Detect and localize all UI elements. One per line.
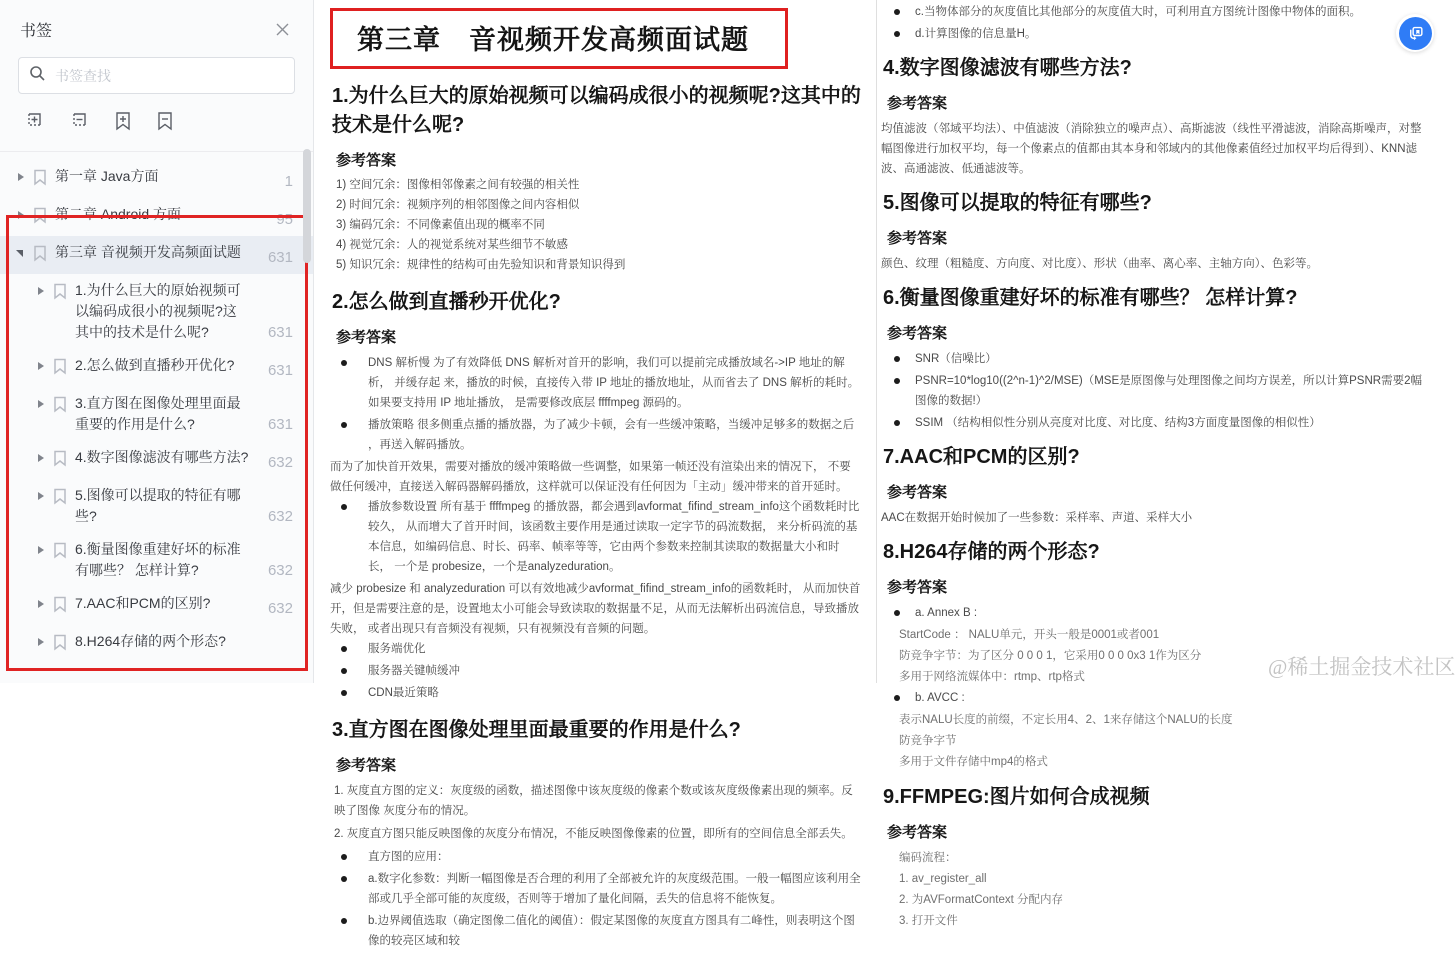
bookmark-search-box[interactable] (18, 57, 295, 94)
search-input[interactable] (55, 68, 284, 84)
bookmark-icon (53, 450, 69, 473)
answer-line: 3. 打开文件 (899, 915, 958, 927)
answer-line: 2) 时间冗余：视频序列的相邻图像之间内容相似 (336, 199, 580, 211)
bookmark-label: 7.AAC和PCM的区别? (75, 595, 211, 611)
answer-bullet: SSIM （结构相似性分别从亮度对比度、对比度、结构3方面度量图像的相似性） (881, 413, 1429, 433)
bookmark-icon (33, 245, 49, 268)
bookmark-icon (53, 488, 69, 511)
question-1-answers (330, 176, 862, 275)
bookmark-icon (53, 283, 69, 306)
answer-bullet: SNR（信噪比） (881, 349, 1429, 369)
question-8-title: 8.H264存储的两个形态? (883, 541, 1100, 563)
answer-bullet: 服务器关键帧缓冲 (330, 661, 862, 681)
bookmark-item-q1[interactable] (0, 274, 313, 349)
bookmark-item-chapter3-selected[interactable] (0, 236, 313, 274)
page-number: 631 (267, 362, 293, 379)
bookmark-tree (0, 152, 313, 663)
bookmark-label: 3.直方图在图像处理里面最重要的作用是什么? (75, 395, 241, 432)
answer-bullet: b.边界阈值选取（确定图像二值化的阈值）：假定某图像的灰度直方图具有二峰性，则表明这个图像的较亮区域和较 (330, 911, 862, 951)
answer-line: 减少 probesize 和 analyzeduration 可以有效地减少avformat_fifind_stream_info的函数耗时， 从而加快首开，但是需要注意的是，设置地太小可能会导致读取的数据量不足，从而无法解析出码流信息，导致播放失败， 或者出现只有音频没有视频，只有视频没有音频的问题。 (330, 583, 861, 635)
question-4-answers (881, 119, 1429, 179)
chapter-title: 第三章 音视频开发高频面试题 (357, 25, 749, 55)
bookmark-item-q4[interactable] (0, 441, 313, 479)
bookmark-item-q5[interactable] (0, 479, 313, 533)
red-annotation-box-title (330, 8, 788, 69)
question-3-title: 3.直方图在图像处理里面最重要的作用是什么? (332, 719, 741, 741)
answer-bullet: a. Annex B : (881, 603, 1429, 623)
answer-line: AAC在数据开始时候加了一些参数：采样率、声道、采样大小 (881, 512, 1193, 524)
bookmark-item-chapter2[interactable] (0, 198, 313, 236)
bookmark-label: 第一章 Java方面 (55, 168, 159, 184)
question-6-title: 6.衡量图像重建好坏的标准有哪些？ 怎样计算? (883, 287, 1298, 309)
answer-line: 多用于文件存储中mp4的格式 (899, 756, 1048, 768)
answer-bullet: d.计算图像的信息量H。 (881, 24, 1429, 44)
bookmark-item-q2[interactable] (0, 349, 313, 387)
remove-bookmark-icon[interactable] (156, 111, 174, 137)
immersive-read-icon (1399, 17, 1432, 50)
answer-line: 5) 知识冗余：规律性的结构可由先验知识和背景知识得到 (336, 259, 626, 271)
bookmark-label: 4.数字图像滤波有哪些方法? (75, 449, 249, 465)
page-number: 632 (267, 454, 293, 471)
pdf-page-view (314, 0, 1440, 947)
floating-action-button[interactable] (1396, 14, 1434, 52)
page-number: 632 (267, 562, 293, 579)
answer-line: 2. 为AVFormatContext 分配内存 (899, 894, 1064, 906)
question-3-answers (330, 781, 862, 951)
answer-label: 参考答案 (336, 152, 397, 169)
answer-bullet: CDN最近策略 (330, 683, 862, 703)
bookmark-label: 8.H264存储的两个形态? (75, 633, 226, 649)
answer-line: 编码流程： (899, 852, 957, 864)
bookmarks-toolbar (0, 94, 313, 152)
page-number: 632 (267, 600, 293, 617)
answer-line: 而为了加快首开效果，需要对播放的缓冲策略做一些调整，如果第一帧还没有渲染出来的情况下， 不要做任何缓冲，直接送入解码器解码播放，这样就可以保证没有任何因为「主动」缓冲带来的首开延时。 (330, 461, 851, 493)
answer-bullet: a.数字化参数：判断一幅图像是否合理的利用了全部被允许的灰度级范围。一般一幅图应该利用全部或几乎全部可能的灰度级，否则等于增加了量化间隔，丢失的信息将不能恢复。 (330, 869, 862, 909)
answer-bullet: c.当物体部分的灰度值比其他部分的灰度值大时，可利用直方图统计图像中物体的面积。 (881, 2, 1429, 22)
answer-bullet: PSNR=10*log10((2^n-1)^2/MSE)（MSE是原图像与处理图像之间均方误差，所以计算PSNR需要2幅图像的数据!） (881, 371, 1429, 411)
question-6-answers (881, 349, 1429, 433)
answer-line: 3) 编码冗余：不同像素值出现的概率不同 (336, 219, 545, 231)
question-1-title: 1.为什么巨大的原始视频可以编码成很小的视频呢?这其中的技术是什么呢? (332, 85, 861, 136)
question-2-title: 2.怎么做到直播秒开优化? (332, 291, 561, 313)
question-7-title: 7.AAC和PCM的区别? (883, 446, 1080, 468)
answer-line: 2. 灰度直方图只能反映图像的灰度分布情况，不能反映图像像素的位置，即所有的空间信息全部丢失。 (334, 828, 853, 840)
bookmark-icon (53, 358, 69, 381)
bookmark-label: 5.图像可以提取的特征有哪些? (75, 487, 241, 524)
page-number: 631 (267, 416, 293, 433)
bookmark-label: 6.衡量图像重建好坏的标准有哪些？ 怎样计算? (75, 541, 241, 578)
page-number: 632 (267, 508, 293, 525)
collapse-all-icon[interactable] (69, 111, 90, 137)
bookmark-label: 2.怎么做到直播秒开优化? (75, 357, 235, 373)
page-number: 95 (276, 211, 293, 228)
bookmark-icon (33, 207, 49, 230)
answer-bullet: DNS 解析慢 为了有效降低 DNS 解析对首开的影响，我们可以提前完成播放域名->IP 地址的解析， 并缓存起 来，播放的时候，直接传入带 IP 地址的播放地址，从而省去了 DNS 解析的耗时。 如果要支持用 IP 地址播放， 是需要修改底层 ffffmpeg 源码的。 (330, 353, 862, 413)
bookmark-icon (53, 634, 69, 657)
sidebar-scrollbar-thumb[interactable] (303, 149, 311, 263)
question-9-title: 9.FFMPEG:图片如何合成视频 (883, 786, 1150, 808)
answer-line: 颜色、纹理（粗糙度、方向度、对比度）、形状（曲率、离心率、主轴方向）、色彩等。 (881, 258, 1318, 270)
question-5-title: 5.图像可以提取的特征有哪些? (883, 192, 1152, 214)
expand-all-icon[interactable] (24, 111, 45, 137)
bookmark-icon (33, 169, 49, 192)
page-column-right (881, 2, 1429, 934)
watermark: @稀土掘金技术社区 (1268, 655, 1455, 679)
answer-bullet: 播放参数设置 所有基于 ffffmpeg 的播放器，都会遇到avformat_fifind_stream_info这个函数耗时比较久， 从而增大了首开时间，该函数主要作用是通过读取一定字节的码流数据， 来分析码流的基本信息，如编码信息、时长、码率、帧率等等，它由两个参数来控制其读取的数据量大小和时长， 一个是 probesize，一个是analyzeduration。 (330, 497, 862, 577)
column-divider (876, 0, 877, 683)
close-icon[interactable] (273, 21, 291, 39)
answer-label: 参考答案 (887, 95, 948, 112)
answer-label: 参考答案 (887, 824, 948, 841)
question-8-answers (881, 603, 1429, 773)
question-9-answers (881, 848, 1429, 932)
answer-line: StartCode ： NALU单元，开头一般是0001或者001 (899, 629, 1160, 641)
page-number: 1 (284, 173, 293, 190)
answer-bullet: 播放策略 很多侧重点播的播放器，为了减少卡顿，会有一些缓冲策略，当缓冲足够多的数据之后 ，再送入解码播放。 (330, 415, 862, 455)
bookmark-item-q6[interactable] (0, 533, 313, 587)
answer-line: 4) 视觉冗余：人的视觉系统对某些细节不敏感 (336, 239, 568, 251)
bookmarks-panel (0, 0, 314, 683)
bookmark-item-q8[interactable] (0, 625, 313, 663)
answer-line: 表示NALU长度的前缀，不定长用4、2、1来存储这个NALU的长度 (899, 714, 1233, 726)
answer-bullet: 直方图的应用： (330, 847, 862, 867)
bookmark-icon (53, 596, 69, 619)
bookmark-label: 第三章 音视频开发高频面试题 (55, 244, 241, 260)
page-number: 631 (267, 249, 293, 266)
answer-bullet: 服务端优化 (330, 639, 862, 659)
question-7-answers (881, 508, 1429, 528)
panel-title: 书签 (20, 23, 53, 40)
answer-line: 1. 灰度直方图的定义：灰度级的函数，描述图像中该灰度级的像素个数或该灰度级像素出现的频率。反映了图像 灰度分布的情况。 (334, 785, 853, 817)
bookmark-item-q3[interactable] (0, 387, 313, 441)
bookmark-icon (53, 396, 69, 419)
bookmark-label: 1.为什么巨大的原始视频可以编码成很小的视频呢?这其中的技术是什么呢? (75, 282, 241, 340)
answer-line: 多用于网络流媒体中：rtmp、rtp格式 (899, 671, 1085, 683)
answer-line: 1) 空间冗余：图像相邻像素之间有较强的相关性 (336, 179, 580, 191)
question-4-title: 4.数字图像滤波有哪些方法? (883, 57, 1132, 79)
bookmark-item-chapter1[interactable] (0, 160, 313, 198)
answer-label: 参考答案 (336, 757, 397, 774)
answer-label: 参考答案 (887, 230, 948, 247)
bookmarks-header (0, 0, 313, 47)
answer-line: 防竞争字节：为了区分 0 0 0 1，它采用0 0 0 0x3 1作为区分 (899, 650, 1202, 662)
question-2-answers (330, 353, 862, 703)
bookmark-item-q7[interactable] (0, 587, 313, 625)
bookmark-label: 第二章 Android 方面 (55, 206, 182, 222)
question-5-answers (881, 254, 1429, 274)
answer-line: 均值滤波（邻域平均法）、中值滤波（消除独立的噪声点）、高斯滤波（线性平滑滤波，消除高斯噪声，对整幅图像进行加权平均，每一个像素点的值都由其本身和邻域内的其他像素值经过加权平均后得到）、KNN滤波、高通滤波、低通滤波等。 (881, 123, 1422, 175)
answer-label: 参考答案 (887, 325, 948, 342)
bookmark-icon (53, 542, 69, 565)
answer-line: 1. av_register_all (899, 873, 987, 885)
answer-label: 参考答案 (336, 329, 397, 346)
page-number: 631 (267, 324, 293, 341)
answer-line: 防竞争字节 (899, 735, 957, 747)
answer-label: 参考答案 (887, 579, 948, 596)
page-column-left (330, 8, 862, 953)
search-icon (29, 65, 46, 87)
answer-label: 参考答案 (887, 484, 948, 501)
question-3-answers-continued (881, 2, 1429, 44)
answer-bullet: b. AVCC : (881, 688, 1429, 708)
add-bookmark-icon[interactable] (114, 111, 132, 137)
